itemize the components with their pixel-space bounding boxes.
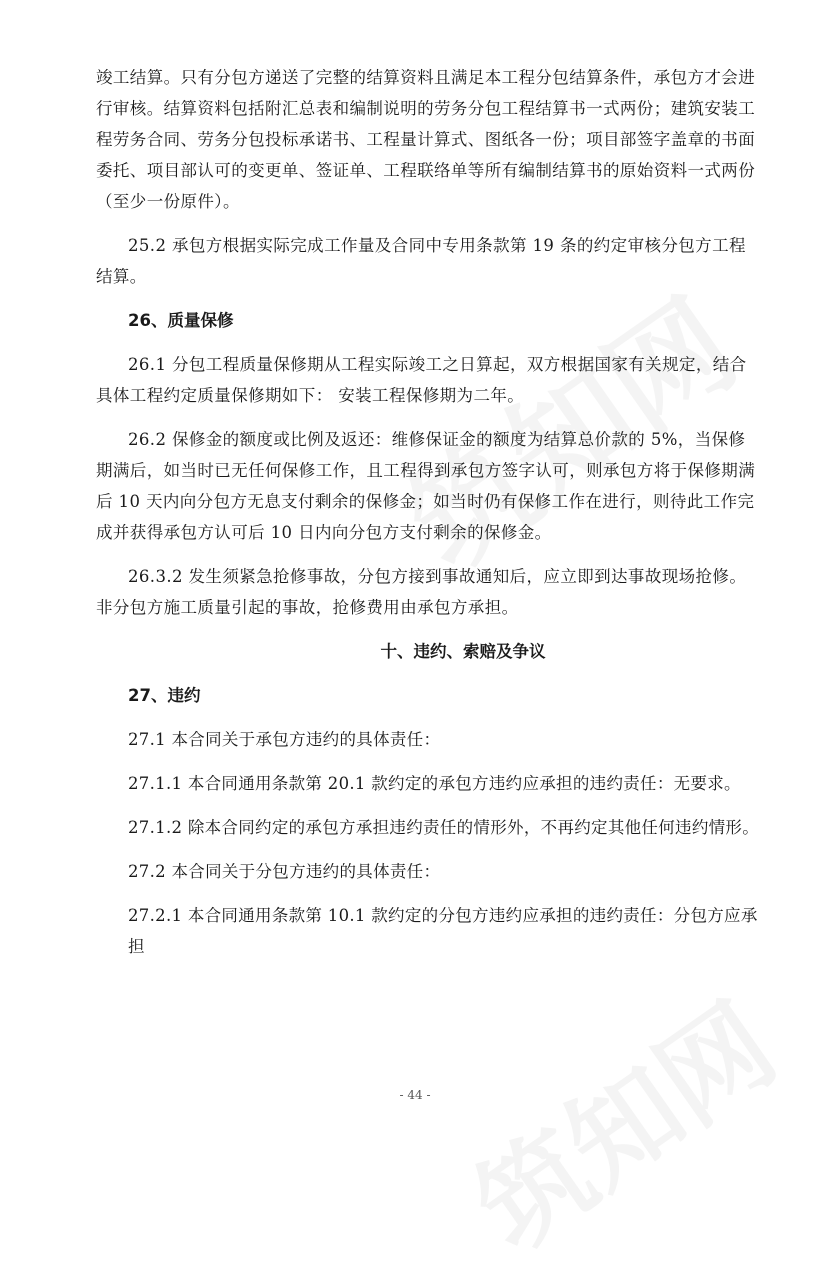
paragraph-26-3-2: 26.3.2 发生须紧急抢修事故，分包方接到事故通知后，应立即到达事故现场抢修。非分包方施工质量引起的事故，抢修费用由承包方承担。 [96,567,747,617]
paragraph-27-1-1: 27.1.1 本合同通用条款第 20.1 款约定的承包方违约应承担的违约责任：无要求。 [128,774,741,793]
paragraph-27-1: 27.1 本合同关于承包方违约的具体责任： [128,730,441,749]
page-number: - 44 - [399,1088,431,1102]
heading-26-quality-warranty: 26、质量保修 [128,311,234,330]
paragraph-settlement-materials: 竣工结算。只有分包方递送了完整的结算资料且满足本工程分包结算条件，承包方才会进行审核。结算资料包括附汇总表和编制说明的劳务分包工程结算书一式两份；建筑安装工程劳务合同、劳务分包投标承诺书、工程量计算式、图纸各一份；项目部签字盖章的书面委托、项目部认可的变更单、签证单、工程联络单等所有编制结算书的原始资料一式两份（至少一份原件）。 [96,68,756,211]
paragraph-25-2: 25.2 承包方根据实际完成工作量及合同中专用条款第 19 条的约定审核分包方工程结算。 [96,236,746,286]
document-page [96,62,760,962]
section-title-breach-claims-disputes: 十、违约、索赔及争议 [380,642,546,661]
heading-27-breach: 27、违约 [128,686,201,705]
paragraph-27-2-1: 27.2.1 本合同通用条款第 10.1 款约定的分包方违约应承担的违约责任：分包方应承担 [128,906,758,956]
paragraph-26-2: 26.2 保修金的额度或比例及返还：维修保证金的额度为结算总价款的 5%，当保修期满后，如当时已无任何保修工作，且工程得到承包方签字认可，则承包方将于保修期满后 10 天内向分包方无息支付剩余的保修金；如当时仍有保修工作在进行，则待此工作完成并获得承包方认可后 10 日内向分包方支付剩余的保修金。 [96,430,756,542]
watermark [440,961,801,1279]
paragraph-27-1-2: 27.1.2 除本合同约定的承包方承担违约责任的情形外，不再约定其他任何违约情形。 [128,818,760,837]
paragraph-27-2: 27.2 本合同关于分包方违约的具体责任： [128,862,441,881]
paragraph-26-1: 26.1 分包工程质量保修期从工程实际竣工之日算起，双方根据国家有关规定，结合具体工程约定质量保修期如下： 安装工程保修期为二年。 [96,355,747,405]
